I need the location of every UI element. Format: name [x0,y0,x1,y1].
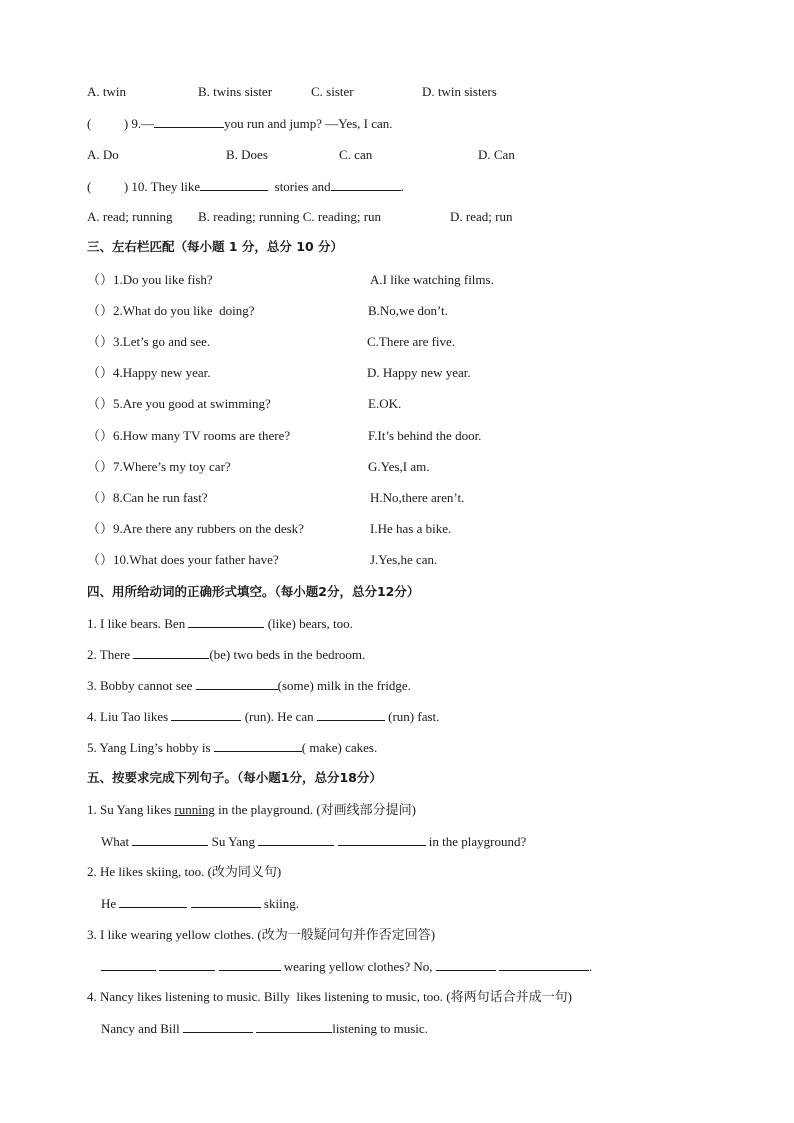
s4-q4-text-c: (run) fast. [388,709,440,724]
q10-option-a: A. read; running [87,209,173,224]
s4-q2-blank[interactable] [133,646,209,659]
match-right-h: H.No,there aren’t. [370,490,465,505]
match-left-2[interactable]: （）2.What do you like doing? [87,303,255,318]
match-right-c: C.There are five. [367,334,456,349]
q10-middle: stories and [274,179,331,194]
match-left-8[interactable]: （）8.Can he run fast? [87,490,208,505]
s5-q1-blank-2[interactable] [258,833,334,846]
section5-title: 五、按要求完成下列句子。（每小题1分，总分18分） [87,770,382,785]
s5-q3: 3. I like wearing yellow clothes. (改为一般疑问句并作否定回答) [87,927,436,942]
s4-q1-blank[interactable] [188,615,264,628]
s5-q4: 4. Nancy likes listening to music. Billy likes listening to music, too. (将两句话合并成一句) [87,989,572,1004]
s4-q1 [87,615,353,632]
s4-q5-text-b: ( make) cakes. [301,740,378,755]
match-left-6[interactable]: （）6.How many TV rooms are there? [87,428,291,443]
q9-option-a: A. Do [87,147,119,162]
s5-q3-answer [101,958,592,975]
s4-q4-text-a: 4. Liu Tao likes [87,709,169,724]
s4-q2-text-b: (be) two beds in the bedroom. [209,647,366,662]
q9-stem [87,115,393,132]
q10-stem [87,178,404,195]
s5-q2-blank-2[interactable] [191,895,261,908]
q9-prefix: ( ) 9.— [87,116,155,131]
s5-q3-blank-2[interactable] [159,958,215,971]
q10-end: . [400,179,404,194]
match-left-7[interactable]: （）7.Where’s my toy car? [87,459,231,474]
s5-q2: 2. He likes skiing, too. (改为同义句) [87,864,282,879]
q8-option-b: B. twins sister [198,84,273,99]
q10-blank-1[interactable] [200,178,268,191]
s5-q4-blank-1[interactable] [183,1020,253,1033]
match-left-4[interactable]: （）4.Happy new year. [87,365,211,380]
s5-q2-answer-a: He [101,896,117,911]
s4-q2 [87,646,365,663]
s4-q5 [87,739,377,756]
s5-q4-blank-2[interactable] [256,1020,332,1033]
s4-q1-text-a: 1. I like bears. Ben [87,616,186,631]
s5-q1-text-b: in the playground. (对画线部分提问) [218,802,416,817]
s5-q2-answer [101,895,299,912]
s5-q1-blank-1[interactable] [132,833,208,846]
match-right-b: B.No,we don’t. [368,303,448,318]
match-right-e: E.OK. [368,396,402,411]
s5-q3-answer-a: wearing yellow clothes? No, [283,959,433,974]
s5-q3-blank-5[interactable] [499,958,589,971]
match-left-9[interactable]: （）9.Are there any rubbers on the desk? [87,521,304,536]
match-left-5[interactable]: （）5.Are you good at swimming? [87,396,271,411]
s5-q4-answer [101,1020,428,1037]
s5-q2-blank-1[interactable] [119,895,187,908]
s5-q1-underlined-word: running [174,802,215,817]
s4-q3-text-b: (some) milk in the fridge. [277,678,411,693]
match-right-i: I.He has a bike. [370,521,452,536]
s5-q1-answer-b: Su Yang [211,834,256,849]
s5-q3-answer-b: . [588,959,593,974]
s5-q1-blank-3[interactable] [338,833,426,846]
match-left-3[interactable]: （）3.Let’s go and see. [87,334,211,349]
q9-option-b: B. Does [226,147,268,162]
s4-q3-blank[interactable] [196,677,278,690]
match-left-1[interactable]: （）1.Do you like fish? [87,272,213,287]
s5-q1-answer [101,833,526,850]
q10-prefix: ( ) 10. They like [87,179,201,194]
q8-option-d: D. twin sisters [422,84,497,99]
s4-q4-text-b: (run). He can [244,709,314,724]
s4-q4-blank-1[interactable] [171,708,241,721]
match-right-j: J.Yes,he can. [370,552,438,567]
q10-option-d: D. read; run [450,209,513,224]
s4-q4 [87,708,439,725]
q8-option-a: A. twin [87,84,126,99]
s5-q2-answer-b: skiing. [263,896,299,911]
match-right-d: D. Happy new year. [367,365,471,380]
s5-q4-answer-a: Nancy and Bill [101,1021,180,1036]
match-right-g: G.Yes,I am. [368,459,430,474]
s4-q3 [87,677,411,694]
q10-blank-2[interactable] [331,178,401,191]
q9-suffix: you run and jump? —Yes, I can. [224,116,393,131]
q9-option-d: D. Can [478,147,515,162]
s5-q3-blank-4[interactable] [436,958,496,971]
section4-title: 四、用所给动词的正确形式填空。（每小题2分，总分12分） [87,584,420,599]
s5-q4-answer-b: listening to music. [332,1021,428,1036]
s4-q5-blank[interactable] [214,739,302,752]
s5-q1-text-a: 1. Su Yang likes [87,802,172,817]
match-right-f: F.It’s behind the door. [368,428,482,443]
s5-q3-blank-1[interactable] [101,958,156,971]
q8-option-c: C. sister [311,84,354,99]
q9-blank[interactable] [154,115,224,128]
s4-q3-text-a: 3. Bobby cannot see [87,678,193,693]
s4-q4-blank-2[interactable] [317,708,385,721]
s4-q5-text-a: 5. Yang Ling’s hobby is [87,740,211,755]
q10-option-bc: B. reading; running C. reading; run [198,209,382,224]
s4-q2-text-a: 2. There [87,647,131,662]
s5-q1 [87,802,416,818]
s5-q3-blank-3[interactable] [219,958,281,971]
q9-option-c: C. can [339,147,373,162]
s4-q1-text-b: (like) bears, too. [267,616,353,631]
match-right-a: A.I like watching films. [370,272,494,287]
s5-q1-answer-c: in the playground? [428,834,527,849]
section3-title: 三、左右栏匹配（每小题 1 分，总分 10 分） [87,239,344,254]
match-left-10[interactable]: （）10.What does your father have? [87,552,279,567]
s5-q1-answer-a: What [101,834,130,849]
